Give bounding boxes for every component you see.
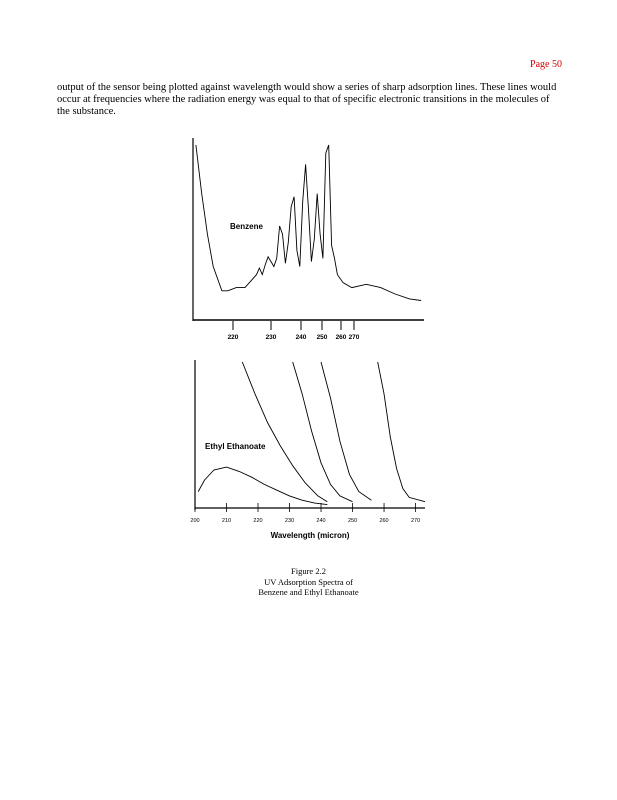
ethyl-x-tick-label: 200: [190, 518, 200, 524]
figure-caption-line-1: UV Adsorption Spectra of: [264, 576, 353, 587]
ethyl-ethanoate-chart: [190, 360, 425, 540]
figure-caption: [0, 566, 617, 598]
ethyl-x-tick-label: 240: [316, 518, 326, 524]
ethyl-x-tick-label: 230: [284, 518, 295, 524]
figure-label: Figure 2.2: [291, 566, 326, 576]
ethyl-label: Ethyl Ethanoate: [205, 442, 266, 451]
benzene-chart: [193, 138, 424, 341]
ethyl-x-axis-label: Wavelength (micron): [270, 531, 350, 540]
benzene-x-tick-label: 230: [265, 334, 277, 341]
page-number: Page 50: [530, 59, 562, 70]
ethyl-x-tick-label: 250: [347, 518, 358, 524]
benzene-label: Benzene: [230, 222, 263, 231]
ethyl-series-curve-5: [378, 362, 425, 502]
paragraph: output of the sensor being plotted against wavelength would show a series of sharp adsorption lines. These lines would occur at frequencies where the radiation energy was equal to that of specific electronic transitions in the molecules of the substance.: [57, 82, 557, 117]
ethyl-x-tick-label: 210: [221, 518, 232, 524]
figure-caption-line-2: Benzene and Ethyl Ethanoate: [258, 587, 359, 597]
benzene-x-tick-label: 270: [348, 334, 360, 341]
benzene-x-tick-label: 220: [227, 334, 239, 341]
ethyl-x-tick-label: 270: [410, 518, 421, 524]
benzene-x-tick-label: 240: [295, 334, 307, 341]
ethyl-series-curve-2: [242, 362, 327, 502]
benzene-x-tick-label: 250: [316, 334, 328, 341]
ethyl-x-tick-label: 260: [379, 518, 389, 524]
benzene-x-tick-label: 260: [335, 334, 347, 341]
ethyl-series-curve-3: [293, 362, 353, 502]
ethyl-x-tick-label: 220: [253, 518, 263, 524]
